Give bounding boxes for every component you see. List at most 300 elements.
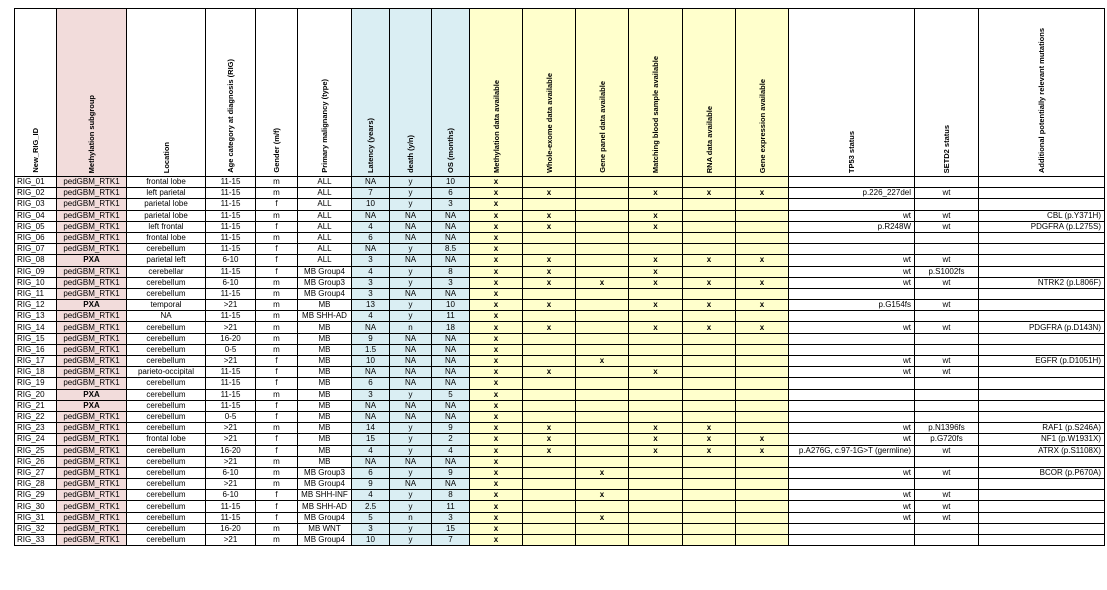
table-row: [15, 232, 1105, 243]
cell-methylation-subgroup: pedGBM_RTK1: [57, 333, 127, 344]
cell-age-category: 6-10: [206, 255, 256, 266]
cell-primary-malignancy: MB: [298, 389, 352, 400]
cell-gene-panel-available: [576, 221, 629, 232]
cell-tp53-status: wt: [789, 356, 915, 367]
cell-gender: f: [256, 367, 298, 378]
cell-location: cerebellum: [127, 277, 206, 288]
cell-additional-mutations: NTRK2 (p.L806F): [979, 277, 1105, 288]
cell-methylation-available: x: [470, 356, 523, 367]
cell-gene-panel-available: [576, 501, 629, 512]
cell-os-months: 10: [432, 300, 470, 311]
cell-age-category: 11-15: [206, 400, 256, 411]
cell-methylation-available: x: [470, 311, 523, 322]
cell-rna-available: [683, 288, 736, 299]
cell-methylation-subgroup: pedGBM_RTK1: [57, 523, 127, 534]
cell-latency: 10: [352, 356, 390, 367]
cell-gene-expression-available: x: [736, 322, 789, 333]
table-row: [15, 423, 1105, 434]
cell-gender: f: [256, 445, 298, 456]
table-row: [15, 456, 1105, 467]
cell-location: temporal: [127, 300, 206, 311]
column-header-label: Gene expression available: [757, 78, 767, 173]
cell-gene-expression-available: [736, 367, 789, 378]
cell-matching-blood-available: x: [629, 423, 683, 434]
cell-matching-blood-available: x: [629, 255, 683, 266]
cell-os-months: NA: [432, 367, 470, 378]
cell-methylation-subgroup: pedGBM_RTK1: [57, 512, 127, 523]
cell-setd2-status: wt: [915, 210, 979, 221]
cell-methylation-available: x: [470, 367, 523, 378]
cell-gender: f: [256, 221, 298, 232]
column-header-label: SETD2 status: [942, 124, 951, 173]
cell-setd2-status: wt: [915, 255, 979, 266]
cell-gene-panel-available: [576, 232, 629, 243]
cell-setd2-status: wt: [915, 322, 979, 333]
cell-death: NA: [390, 367, 432, 378]
cell-matching-blood-available: x: [629, 322, 683, 333]
cell-age-category: 11-15: [206, 177, 256, 188]
table-row: [15, 221, 1105, 232]
cell-whole-exome-available: x: [523, 367, 576, 378]
cell-age-category: 0-5: [206, 411, 256, 422]
cell-location: cerebellum: [127, 333, 206, 344]
cell-methylation-subgroup: PXA: [57, 389, 127, 400]
cell-rna-available: [683, 344, 736, 355]
cell-latency: 7: [352, 188, 390, 199]
cell-tp53-status: [789, 378, 915, 389]
cell-tp53-status: p.G154fs: [789, 300, 915, 311]
cell-primary-malignancy: ALL: [298, 177, 352, 188]
cell-methylation-subgroup: pedGBM_RTK1: [57, 266, 127, 277]
cell-tp53-status: [789, 523, 915, 534]
cell-os-months: NA: [432, 400, 470, 411]
cell-methylation-available: x: [470, 244, 523, 255]
cell-latency: 3: [352, 389, 390, 400]
cell-methylation-available: x: [470, 277, 523, 288]
cell-gene-expression-available: [736, 423, 789, 434]
column-header-label: Methylation subgroup: [87, 94, 96, 173]
cell-age-category: 6-10: [206, 467, 256, 478]
cell-setd2-status: [915, 378, 979, 389]
cell-matching-blood-available: [629, 389, 683, 400]
cell-methylation-available: x: [470, 423, 523, 434]
cell-rig-id: RIG_03: [15, 199, 57, 210]
cell-gene-expression-available: x: [736, 277, 789, 288]
cell-gene-expression-available: [736, 535, 789, 546]
cell-os-months: NA: [432, 411, 470, 422]
cell-whole-exome-available: [523, 389, 576, 400]
cell-additional-mutations: PDGFRA (p.D143N): [979, 322, 1105, 333]
cell-setd2-status: [915, 411, 979, 422]
cell-methylation-available: x: [470, 400, 523, 411]
cell-whole-exome-available: [523, 288, 576, 299]
cell-rna-available: x: [683, 423, 736, 434]
cell-tp53-status: [789, 232, 915, 243]
cell-gender: f: [256, 512, 298, 523]
cell-os-months: 15: [432, 523, 470, 534]
cell-methylation-subgroup: pedGBM_RTK1: [57, 188, 127, 199]
cell-rna-available: [683, 501, 736, 512]
cell-matching-blood-available: [629, 378, 683, 389]
column-header-tp53-status: [789, 9, 915, 177]
cell-latency: NA: [352, 322, 390, 333]
cell-methylation-subgroup: PXA: [57, 400, 127, 411]
cell-location: cerebellum: [127, 490, 206, 501]
cell-latency: 4: [352, 266, 390, 277]
column-header-label: OS (months): [446, 128, 455, 173]
cell-rna-available: x: [683, 300, 736, 311]
cell-rna-available: x: [683, 445, 736, 456]
cell-matching-blood-available: x: [629, 188, 683, 199]
cell-methylation-subgroup: pedGBM_RTK1: [57, 177, 127, 188]
table-row: [15, 177, 1105, 188]
cell-latency: 10: [352, 535, 390, 546]
cell-whole-exome-available: [523, 232, 576, 243]
cell-methylation-subgroup: pedGBM_RTK1: [57, 490, 127, 501]
cell-rna-available: [683, 333, 736, 344]
cell-gene-panel-available: [576, 389, 629, 400]
cell-rig-id: RIG_20: [15, 389, 57, 400]
cell-os-months: 8: [432, 490, 470, 501]
cell-rig-id: RIG_17: [15, 356, 57, 367]
column-header-rig-id: [15, 9, 57, 177]
cell-matching-blood-available: [629, 479, 683, 490]
cell-rna-available: [683, 221, 736, 232]
cell-matching-blood-available: x: [629, 210, 683, 221]
cell-latency: 15: [352, 434, 390, 445]
cell-primary-malignancy: MB: [298, 300, 352, 311]
cell-rna-available: [683, 244, 736, 255]
cell-primary-malignancy: MB Group4: [298, 266, 352, 277]
cell-whole-exome-available: x: [523, 445, 576, 456]
cell-age-category: >21: [206, 456, 256, 467]
cell-matching-blood-available: [629, 501, 683, 512]
cell-primary-malignancy: MB: [298, 322, 352, 333]
cell-gender: m: [256, 300, 298, 311]
cell-methylation-subgroup: pedGBM_RTK1: [57, 244, 127, 255]
cell-rna-available: [683, 479, 736, 490]
cell-gender: f: [256, 244, 298, 255]
cell-methylation-subgroup: pedGBM_RTK1: [57, 221, 127, 232]
cell-setd2-status: wt: [915, 501, 979, 512]
cell-whole-exome-available: [523, 456, 576, 467]
cell-methylation-subgroup: pedGBM_RTK1: [57, 277, 127, 288]
cell-age-category: 11-15: [206, 199, 256, 210]
cell-primary-malignancy: ALL: [298, 188, 352, 199]
cell-rna-available: [683, 199, 736, 210]
cell-latency: 6: [352, 467, 390, 478]
cell-tp53-status: [789, 456, 915, 467]
cell-gene-panel-available: [576, 523, 629, 534]
cell-gene-panel-available: [576, 311, 629, 322]
cell-gender: m: [256, 322, 298, 333]
cell-location: cerebellum: [127, 411, 206, 422]
cell-age-category: 11-15: [206, 210, 256, 221]
cell-location: parietal lobe: [127, 199, 206, 210]
cell-gene-panel-available: [576, 244, 629, 255]
cell-whole-exome-available: [523, 344, 576, 355]
cell-setd2-status: [915, 232, 979, 243]
cell-methylation-available: x: [470, 210, 523, 221]
cell-location: cerebellum: [127, 523, 206, 534]
cell-setd2-status: [915, 523, 979, 534]
cell-location: cerebellum: [127, 479, 206, 490]
cell-rig-id: RIG_15: [15, 333, 57, 344]
cell-tp53-status: wt: [789, 467, 915, 478]
cell-gene-expression-available: [736, 232, 789, 243]
cell-setd2-status: [915, 400, 979, 411]
cell-death: NA: [390, 356, 432, 367]
cell-gene-expression-available: x: [736, 188, 789, 199]
cell-gender: m: [256, 311, 298, 322]
cell-matching-blood-available: [629, 244, 683, 255]
cell-methylation-available: x: [470, 467, 523, 478]
cell-rig-id: RIG_06: [15, 232, 57, 243]
cell-rna-available: [683, 210, 736, 221]
cell-setd2-status: wt: [915, 356, 979, 367]
cell-whole-exome-available: [523, 490, 576, 501]
cell-additional-mutations: [979, 479, 1105, 490]
cell-whole-exome-available: x: [523, 188, 576, 199]
cell-age-category: 16-20: [206, 523, 256, 534]
cell-matching-blood-available: [629, 344, 683, 355]
cell-methylation-subgroup: pedGBM_RTK1: [57, 411, 127, 422]
cell-gender: f: [256, 411, 298, 422]
cell-methylation-available: x: [470, 389, 523, 400]
cell-location: NA: [127, 311, 206, 322]
cell-os-months: 3: [432, 277, 470, 288]
cell-gender: m: [256, 456, 298, 467]
cell-tp53-status: [789, 400, 915, 411]
cell-gender: m: [256, 333, 298, 344]
table-row: [15, 445, 1105, 456]
cell-setd2-status: p.N1396fs: [915, 423, 979, 434]
cell-matching-blood-available: [629, 311, 683, 322]
cell-latency: 14: [352, 423, 390, 434]
cell-tp53-status: [789, 199, 915, 210]
cell-tp53-status: p.226_227del: [789, 188, 915, 199]
cell-death: NA: [390, 479, 432, 490]
cell-rig-id: RIG_13: [15, 311, 57, 322]
cell-rig-id: RIG_16: [15, 344, 57, 355]
table-row: [15, 244, 1105, 255]
cell-os-months: 5: [432, 389, 470, 400]
cell-latency: 3: [352, 277, 390, 288]
cell-tp53-status: [789, 244, 915, 255]
cell-primary-malignancy: MB Group3: [298, 277, 352, 288]
table-row: [15, 277, 1105, 288]
cell-gene-panel-available: [576, 333, 629, 344]
column-header-label: Gender (m/f): [272, 128, 281, 173]
cell-age-category: 11-15: [206, 266, 256, 277]
cell-os-months: 8.5: [432, 244, 470, 255]
cell-death: y: [390, 188, 432, 199]
cell-death: NA: [390, 221, 432, 232]
cell-death: NA: [390, 333, 432, 344]
cell-death: NA: [390, 210, 432, 221]
cell-methylation-available: x: [470, 411, 523, 422]
cell-latency: 3: [352, 523, 390, 534]
cell-gene-expression-available: [736, 288, 789, 299]
table-row: [15, 378, 1105, 389]
cell-setd2-status: wt: [915, 221, 979, 232]
cell-methylation-available: x: [470, 512, 523, 523]
cell-gene-panel-available: [576, 288, 629, 299]
cell-tp53-status: [789, 344, 915, 355]
cell-gene-panel-available: x: [576, 356, 629, 367]
cell-gene-expression-available: [736, 467, 789, 478]
column-header-label: TP53 status: [847, 130, 856, 173]
cell-os-months: NA: [432, 255, 470, 266]
cell-additional-mutations: [979, 288, 1105, 299]
cell-rna-available: [683, 400, 736, 411]
cell-tp53-status: [789, 311, 915, 322]
cell-whole-exome-available: [523, 199, 576, 210]
cell-latency: 10: [352, 199, 390, 210]
column-header-label: Latency (years): [366, 117, 375, 173]
cell-methylation-available: x: [470, 266, 523, 277]
cell-whole-exome-available: x: [523, 221, 576, 232]
column-header-matching-blood-available: [629, 9, 683, 177]
cell-gene-panel-available: [576, 266, 629, 277]
cell-rna-available: [683, 411, 736, 422]
cell-gene-panel-available: [576, 255, 629, 266]
cell-whole-exome-available: [523, 523, 576, 534]
cell-os-months: 3: [432, 512, 470, 523]
cell-location: cerebellum: [127, 288, 206, 299]
cell-primary-malignancy: MB SHH-AD: [298, 501, 352, 512]
cell-rna-available: [683, 311, 736, 322]
cell-latency: NA: [352, 456, 390, 467]
cell-gender: m: [256, 389, 298, 400]
table-row: [15, 210, 1105, 221]
cell-setd2-status: p.G720fs: [915, 434, 979, 445]
cell-gene-expression-available: [736, 266, 789, 277]
cell-gene-panel-available: [576, 177, 629, 188]
cell-rig-id: RIG_10: [15, 277, 57, 288]
column-header-location: [127, 9, 206, 177]
table-header: [15, 9, 1105, 177]
cell-methylation-subgroup: pedGBM_RTK1: [57, 501, 127, 512]
cell-age-category: 0-5: [206, 344, 256, 355]
cell-methylation-subgroup: pedGBM_RTK1: [57, 199, 127, 210]
cell-whole-exome-available: x: [523, 255, 576, 266]
cell-os-months: 9: [432, 467, 470, 478]
cell-tp53-status: wt: [789, 255, 915, 266]
cell-setd2-status: wt: [915, 512, 979, 523]
column-header-label: New_RIG_ID: [31, 128, 40, 173]
cell-methylation-subgroup: PXA: [57, 300, 127, 311]
cell-gene-panel-available: [576, 210, 629, 221]
cell-location: frontal lobe: [127, 232, 206, 243]
cell-age-category: >21: [206, 423, 256, 434]
table-row: [15, 311, 1105, 322]
cell-additional-mutations: [979, 177, 1105, 188]
column-header-label: Gene panel data available: [597, 81, 607, 173]
table-row: [15, 199, 1105, 210]
cell-tp53-status: [789, 479, 915, 490]
column-header-latency: [352, 9, 390, 177]
cell-death: NA: [390, 400, 432, 411]
cell-gene-panel-available: [576, 378, 629, 389]
cell-os-months: 8: [432, 266, 470, 277]
cell-additional-mutations: [979, 523, 1105, 534]
cell-gene-expression-available: [736, 400, 789, 411]
table-row: [15, 490, 1105, 501]
cell-rig-id: RIG_12: [15, 300, 57, 311]
cell-rna-available: [683, 512, 736, 523]
cell-primary-malignancy: MB: [298, 378, 352, 389]
column-header-whole-exome-available: [523, 9, 576, 177]
cell-tp53-status: p.R248W: [789, 221, 915, 232]
cell-gene-panel-available: [576, 367, 629, 378]
cell-gene-expression-available: [736, 501, 789, 512]
table-row: [15, 188, 1105, 199]
cell-os-months: 6: [432, 188, 470, 199]
cell-methylation-subgroup: pedGBM_RTK1: [57, 479, 127, 490]
cell-methylation-available: x: [470, 479, 523, 490]
cell-additional-mutations: [979, 333, 1105, 344]
cell-setd2-status: wt: [915, 490, 979, 501]
cell-rna-available: x: [683, 322, 736, 333]
cell-age-category: 11-15: [206, 389, 256, 400]
cell-whole-exome-available: [523, 244, 576, 255]
cell-primary-malignancy: MB SHH-AD: [298, 311, 352, 322]
cell-gene-expression-available: [736, 199, 789, 210]
cell-primary-malignancy: ALL: [298, 244, 352, 255]
cell-primary-malignancy: MB: [298, 423, 352, 434]
cell-gene-expression-available: x: [736, 434, 789, 445]
cell-rig-id: RIG_21: [15, 400, 57, 411]
cell-gene-expression-available: [736, 378, 789, 389]
cell-additional-mutations: [979, 400, 1105, 411]
cell-gene-panel-available: [576, 434, 629, 445]
cell-gender: f: [256, 378, 298, 389]
cell-location: cerebellum: [127, 400, 206, 411]
cell-tp53-status: [789, 177, 915, 188]
cell-gene-panel-available: x: [576, 467, 629, 478]
cell-methylation-subgroup: pedGBM_RTK1: [57, 367, 127, 378]
cell-location: cerebellum: [127, 456, 206, 467]
cell-additional-mutations: [979, 378, 1105, 389]
cell-gene-panel-available: [576, 344, 629, 355]
column-header-setd2-status: [915, 9, 979, 177]
cell-methylation-subgroup: pedGBM_RTK1: [57, 311, 127, 322]
cell-os-months: NA: [432, 456, 470, 467]
cell-methylation-available: x: [470, 378, 523, 389]
cell-os-months: NA: [432, 210, 470, 221]
cell-age-category: 11-15: [206, 378, 256, 389]
cell-additional-mutations: CBL (p.Y371H): [979, 210, 1105, 221]
column-header-gene-panel-available: [576, 9, 629, 177]
table-row: [15, 367, 1105, 378]
cell-additional-mutations: [979, 232, 1105, 243]
table-row: [15, 467, 1105, 478]
cell-death: NA: [390, 456, 432, 467]
cell-methylation-available: x: [470, 445, 523, 456]
cell-tp53-status: wt: [789, 210, 915, 221]
column-header-additional-mutations: [979, 9, 1105, 177]
cell-tp53-status: [789, 535, 915, 546]
cell-primary-malignancy: MB: [298, 356, 352, 367]
cell-whole-exome-available: [523, 501, 576, 512]
cell-gene-panel-available: [576, 423, 629, 434]
cell-gender: f: [256, 255, 298, 266]
cell-rig-id: RIG_11: [15, 288, 57, 299]
cell-tp53-status: [789, 411, 915, 422]
cell-gender: m: [256, 232, 298, 243]
cell-tp53-status: wt: [789, 423, 915, 434]
